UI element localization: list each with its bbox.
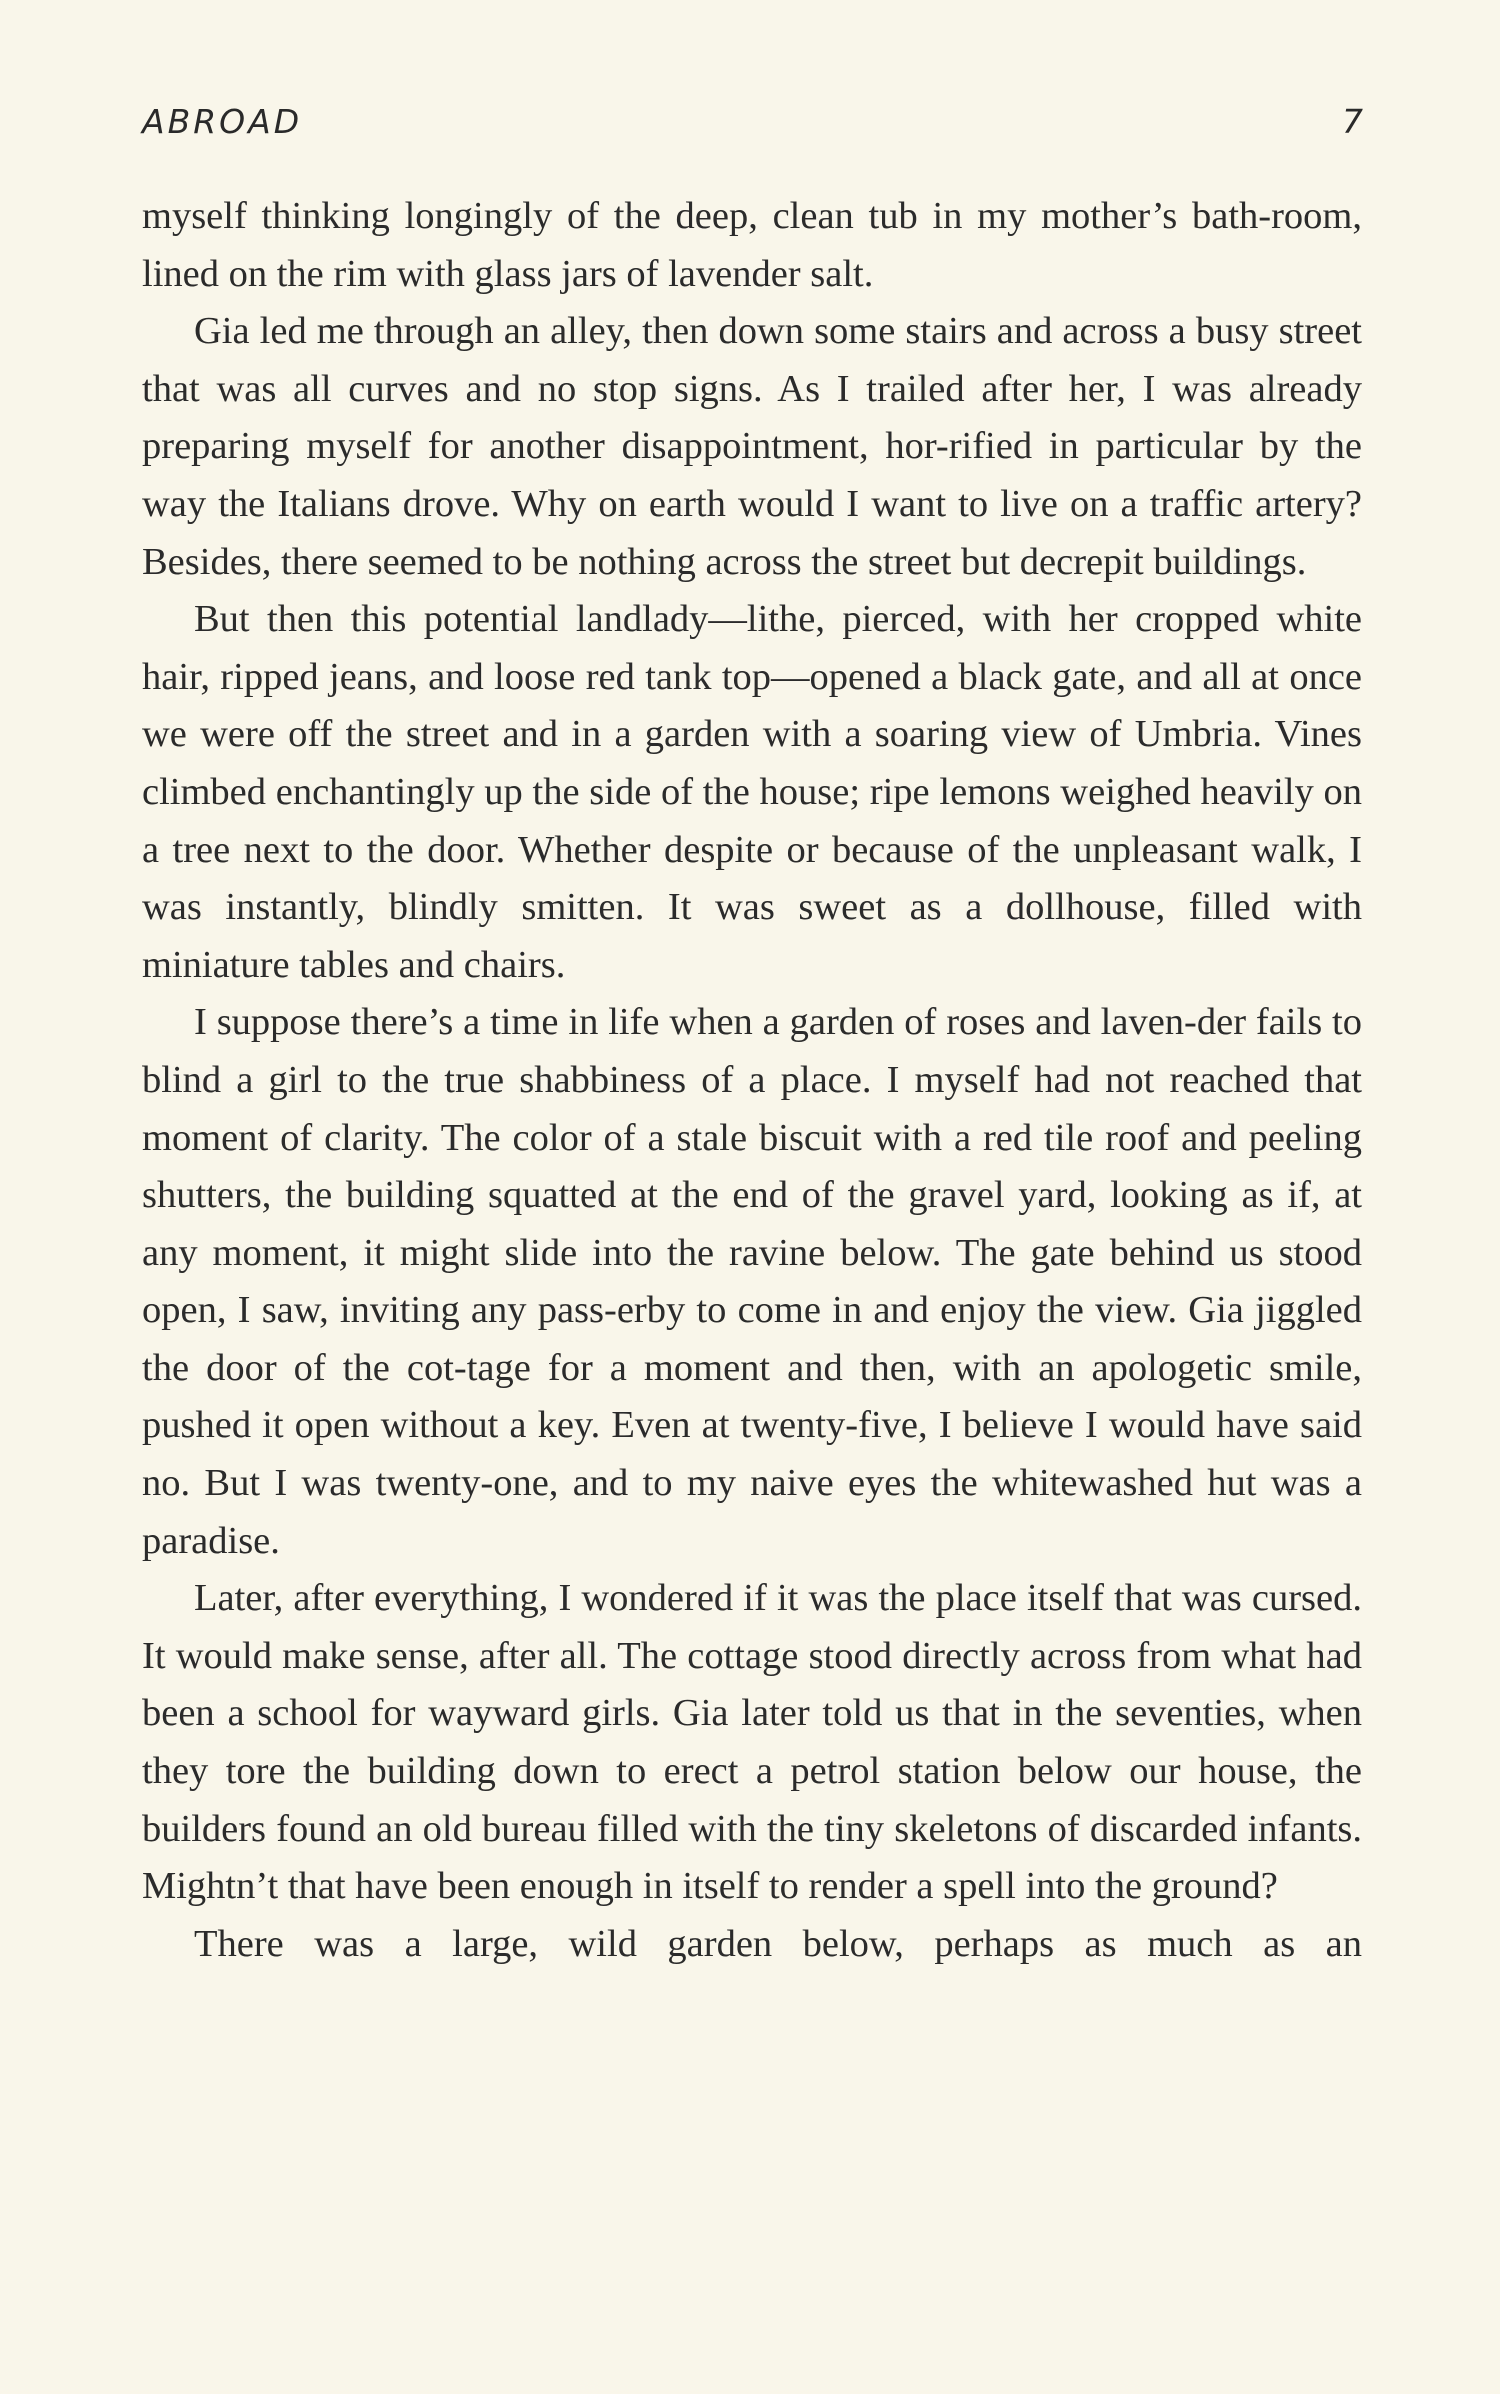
paragraph-5: Later, after everything, I wondered if it was the place itself that was cursed. It would make sense, after all. The cottage stood directly across from what had been a school for wayward girls. Gia later told us that in the seventies, when they tore the building down to erect a petrol station below our house, the builders found an old bureau filled with the tiny skeletons of discarded infants. Mightn’t that have been enough in itself to render a spell into the ground? xyxy=(142,1577,1362,1908)
paragraph-2: Gia led me through an alley, then down some stairs and across a busy street that was all curves and no stop signs. As I trailed after her, I was already preparing myself for another disappointment, hor-rified in particular by the way the Italians drove. Why on earth would I want to live on a traffic artery? Besides, there seemed to be nothing across the street but decrepit buildings. xyxy=(142,310,1362,583)
body-text xyxy=(142,188,1362,1973)
paragraph-3: But then this potential landlady—lithe, pierced, with her cropped white hair, ripped jeans, and loose red tank top—opened a black gate, and all at once we were off the street and in a garden with a soaring view of Umbria. Vines climbed enchantingly up the side of the house; ripe lemons weighed heavily on a tree next to the door. Whether despite or because of the unpleasant walk, I was instantly, blindly smitten. It was sweet as a dollhouse, filled with miniature tables and chairs. xyxy=(142,598,1362,986)
section-title: ABROAD xyxy=(142,102,303,141)
page-number: 7 xyxy=(1342,102,1363,141)
paragraph-6: There was a large, wild garden below, perhaps as much as an xyxy=(194,1922,1362,1965)
running-head xyxy=(142,102,1363,152)
paragraph-4: I suppose there’s a time in life when a garden of roses and laven-der fails to blind a girl to the true shabbiness of a place. I myself had not reached that moment of clarity. The color of a stale biscuit with a red tile roof and peeling shutters, the building squatted at the end of the gravel yard, looking as if, at any moment, it might slide into the ravine below. The gate behind us stood open, I saw, inviting any pass-erby to come in and enjoy the view. Gia jiggled the door of the cot-tage for a moment and then, with an apologetic smile, pushed it open without a key. Even at twenty-five, I believe I would have said no. But I was twenty-one, and to my naive eyes the whitewashed hut was a paradise. xyxy=(142,1001,1362,1562)
paragraph-1: myself thinking longingly of the deep, clean tub in my mother’s bath-room, lined on the rim with glass jars of lavender salt. xyxy=(142,195,1362,295)
